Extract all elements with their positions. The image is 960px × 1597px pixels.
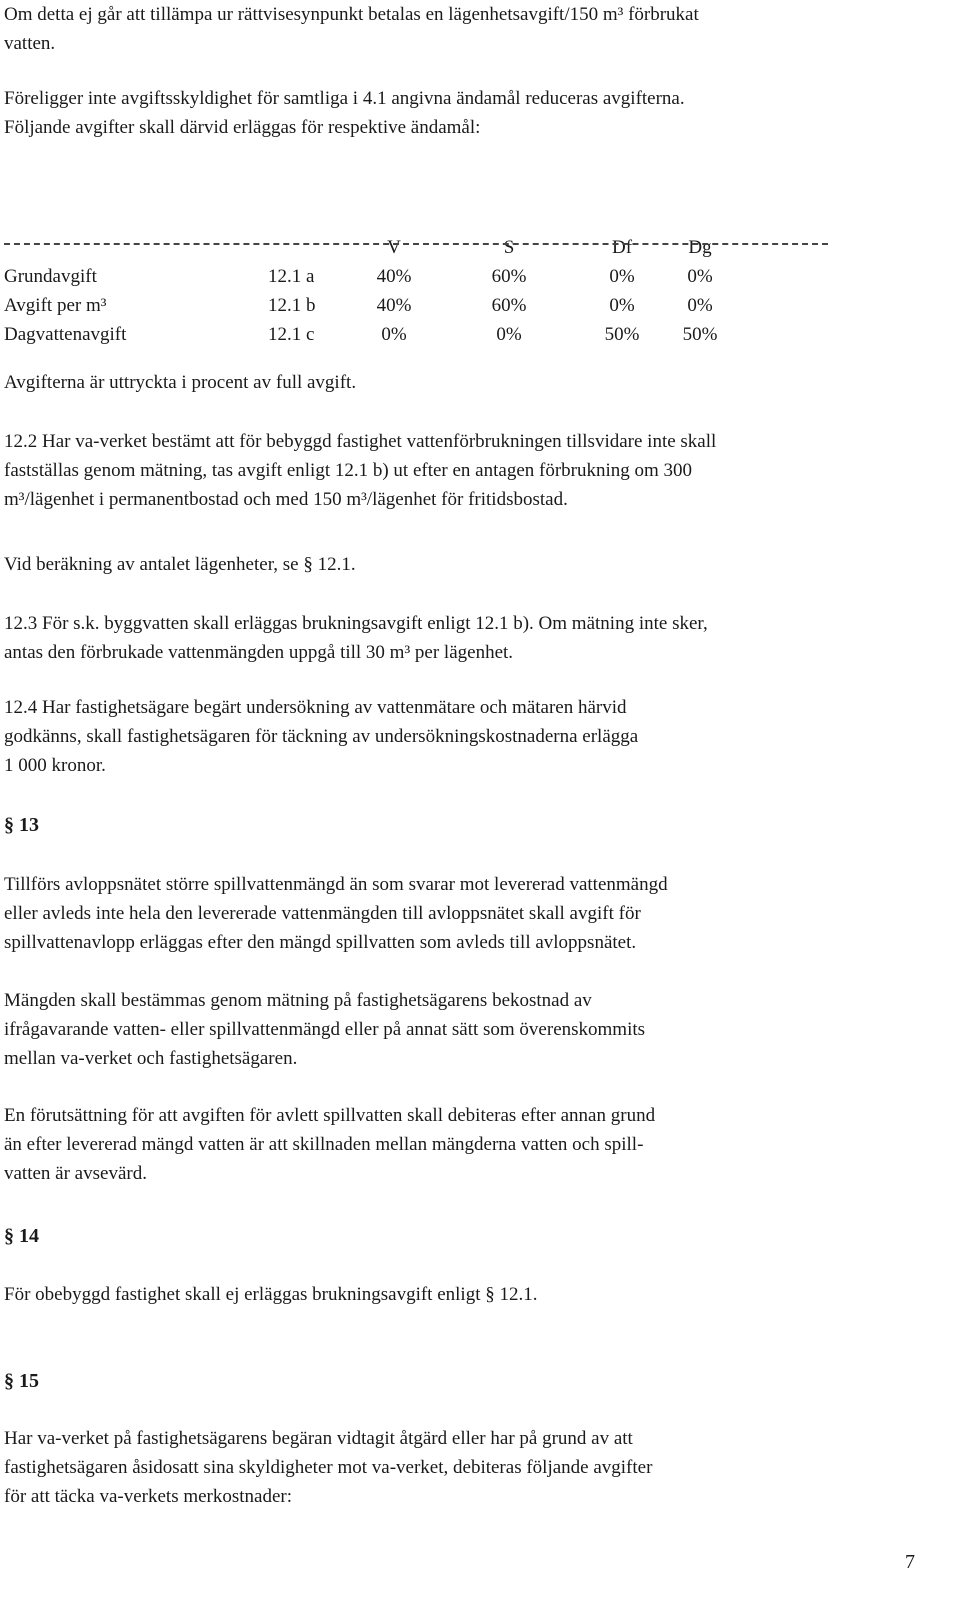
text-line: fastighetsägaren åsidosatt sina skyldigheter mot va-verket, debiteras följande avgifter	[4, 1457, 653, 1478]
fee-dg: 0%	[687, 266, 713, 287]
text-line: 12.2 Har va-verket bestämt att för bebyggd fastighet vattenförbrukningen tillsvidare inte skall	[4, 431, 717, 452]
text-line: För obebyggd fastighet skall ej erläggas brukningsavgift enligt § 12.1.	[4, 1284, 538, 1305]
text-line: antas den förbrukade vattenmängden uppgå till 30 m³ per lägenhet.	[4, 642, 514, 663]
fee-dg: 0%	[687, 295, 713, 316]
fee-v: 40%	[376, 266, 412, 287]
reduction-paragraph	[4, 84, 884, 142]
table-row	[4, 320, 740, 349]
text-line: Följande avgifter skall därvid erläggas för respektive ändamål:	[4, 117, 481, 138]
fee-s: 60%	[491, 295, 527, 316]
text-line: Vid beräkning av antalet lägenheter, se § 12.1.	[4, 554, 356, 575]
text-line: 1 000 kronor.	[4, 755, 106, 776]
fee-name: Avgift per m³	[4, 295, 107, 316]
text-line: 12.4 Har fastighetsägare begärt undersökning av vattenmätare och mätaren härvid	[4, 697, 627, 718]
text-line: godkänns, skall fastighetsägaren för täckning av undersökningskostnaderna erlägga	[4, 726, 639, 747]
header-cell-v: V	[387, 236, 401, 258]
fee-s: 60%	[491, 266, 527, 287]
text-line: fastställas genom mätning, tas avgift enligt 12.1 b) ut efter en antagen förbrukning om 300	[4, 460, 693, 481]
dashed-divider	[4, 243, 828, 245]
fee-v: 40%	[376, 295, 412, 316]
section-15-paragraph	[4, 1424, 884, 1511]
text-line: En förutsättning för att avgiften för avlett spillvatten skall debiteras efter annan grund	[4, 1105, 656, 1126]
text-line: vatten.	[4, 33, 56, 54]
fee-dg: 50%	[682, 324, 718, 345]
section-13-paragraph-1	[4, 870, 884, 957]
section-13-paragraph-3	[4, 1101, 884, 1188]
text-line: m³/lägenhet i permanentbostad och med 150 m³/lägenhet för fritidsbostad.	[4, 489, 568, 510]
header-cell	[4, 232, 268, 262]
section-14-paragraph	[4, 1280, 884, 1309]
text-line: än efter levererad mängd vatten är att skillnaden mellan mängderna vatten och spill-	[4, 1134, 644, 1155]
text-line: Föreligger inte avgiftsskyldighet för samtliga i 4.1 angivna ändamål reduceras avgifterna.	[4, 88, 685, 109]
fee-ref: 12.1 b	[268, 295, 316, 316]
rates-table	[4, 232, 740, 349]
rates-note	[4, 368, 884, 397]
header-cell-dg: Dg	[688, 236, 712, 258]
fee-df: 0%	[609, 295, 635, 316]
fee-df: 50%	[604, 324, 640, 345]
header-cell-s: S	[503, 236, 515, 258]
paragraph-12-3	[4, 609, 884, 667]
text-line: Har va-verket på fastighetsägarens begäran vidtagit åtgärd eller har på grund av att	[4, 1428, 633, 1449]
text-line: Tillförs avloppsnätet större spillvattenmängd än som svarar mot levererad vattenmängd	[4, 874, 668, 895]
fee-name: Grundavgift	[4, 266, 97, 287]
text-line: Om detta ej går att tillämpa ur rättvisesynpunkt betalas en lägenhetsavgift/150 m³ förbrukat	[4, 4, 699, 25]
fee-v: 0%	[381, 324, 407, 345]
text-line: spillvattenavlopp erläggas efter den mängd spillvatten som avleds till avloppsnätet.	[4, 932, 637, 953]
text-line: ifrågavarande vatten- eller spillvattenmängd eller på annat sätt som överenskommits	[4, 1019, 646, 1040]
paragraph-12-2-note	[4, 550, 884, 579]
text-line: eller avleds inte hela den levererade vattenmängden till avloppsnätet skall avgift för	[4, 903, 641, 924]
text-line: Mängden skall bestämmas genom mätning på fastighetsägarens bekostnad av	[4, 990, 592, 1011]
section-heading-13: § 13	[4, 814, 39, 836]
text-line: mellan va-verket och fastighetsägaren.	[4, 1048, 298, 1069]
header-cell	[268, 232, 354, 262]
fee-name: Dagvattenavgift	[4, 324, 127, 345]
text-line: vatten är avsevärd.	[4, 1163, 147, 1184]
page-number: 7	[905, 1551, 915, 1573]
text-line: för att täcka va-verkets merkostnader:	[4, 1486, 293, 1507]
section-heading-14: § 14	[4, 1225, 39, 1247]
section-heading-15: § 15	[4, 1370, 39, 1392]
fee-df: 0%	[609, 266, 635, 287]
paragraph-12-2	[4, 427, 884, 514]
table-row	[4, 262, 740, 291]
table-row	[4, 291, 740, 320]
paragraph-12-4	[4, 693, 884, 780]
text-line: Avgifterna är uttryckta i procent av full avgift.	[4, 372, 357, 393]
rates-table-header	[4, 232, 740, 262]
text-line: 12.3 För s.k. byggvatten skall erläggas brukningsavgift enligt 12.1 b). Om mätning inte sker,	[4, 613, 708, 634]
intro-paragraph	[4, 0, 884, 58]
fee-ref: 12.1 c	[268, 324, 315, 345]
fee-s: 0%	[496, 324, 522, 345]
fee-ref: 12.1 a	[268, 266, 315, 287]
section-13-paragraph-2	[4, 986, 884, 1073]
header-cell-df: Df	[611, 236, 633, 258]
